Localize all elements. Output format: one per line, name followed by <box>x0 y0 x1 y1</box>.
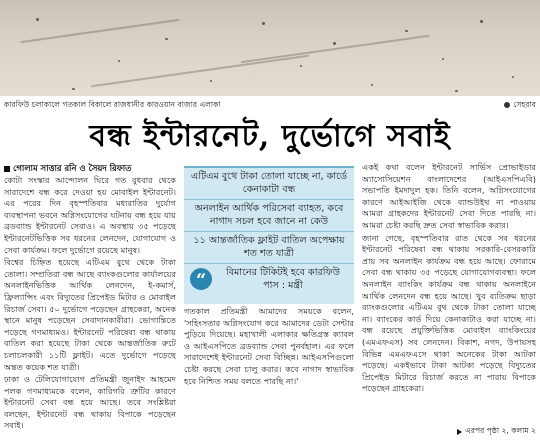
highlights-box <box>184 166 354 304</box>
photo-caption: কারফিউ চলাকালে গতকাল বিকালে রাজধানীর কারওয়ান বাজার এলাকা <box>4 99 221 109</box>
news-photo <box>0 0 540 96</box>
continued-link[interactable] <box>457 425 536 438</box>
photo-credit <box>504 99 536 112</box>
byline-marker-icon <box>4 166 10 172</box>
byline-text: গোলাম সাত্তার রনি ও সৈয়দ রিফাত <box>13 163 132 173</box>
byline <box>4 162 131 176</box>
article-column-left <box>4 175 176 439</box>
paragraph: কোটা সংস্কার আন্দোলন ঘিরে গত বুধবার থেকে সারাদেশে বন্ধ করে দেওয়া হয় মোবাইল ইন্টারনেট। এর পরের দিন বৃহস্পতিবার মধ্যরাতির দুর্যোগ ব্যবস্থাপনা ভবনে অগ্নিসংযোগের ঘটনায় বন্ধ হয়ে যায় ব্রডব্যান্ড ইন্টারনেট সেবাও। এ অবস্থায় ৩৫ পড়েছে ইন্টারনেটভিত্তিক সব ধরনের লেনদেন, যোগাযোগ ও সেবা কার্যক্রম। ফলে দুর্ভোগে রয়েছে মানুষ। <box>4 175 176 255</box>
camera-icon <box>504 102 510 108</box>
photo-credit-name: সেহরাব <box>513 99 536 109</box>
highlight-item: এটিএম বুথে টাকা তোলা যাচ্ছে না, কার্ডে কেনাকাটা বন্ধ <box>184 168 354 200</box>
headline: বন্ধ ইন্টারনেট, দুর্ভোগে সবাই <box>89 119 451 154</box>
paragraph: বিশ্বের চিহ্নিত হয়েছে এটিএম বুথে থেকে টাকা তোলা। সম্প্রতিরা বন্ধ আছে ব্যাংকগুলোর কার্যালয়ের অনলাইনভিত্তিক আর্থিক লেনদেন, ই-কমার্স, ফ্রিল্যান্সিং এবং বিদ্যুতের প্রিপেইড মিটার ও মোবাইল রিচার্জ সেবা। ৫০ দুর্ভোগে পড়েছেন গ্রাহকেরা, অনেক স্থানে মানুষ পড়েছেন সেবাদানকারীরা। ভোগান্তিতে পড়েছে গণমাধ্যমও। ইন্টারনেট পরিষেবা বন্ধ থাকায় বাতিল করা হয়েছে টাকা থেকে আন্তর্জাতিক রুটে চলাচলকারী ১১টি ফ্লাইট। এতে দুর্ভোগে পড়েছে অন্তত কয়েক শত যাত্রী। <box>4 257 176 372</box>
paragraph: একই কথা বলেন ইন্টারনেট সার্ভিস প্রোভাইডার অ্যাসোসিয়েশন বাংলাদেশের (আইএসপিএবি) সভাপতি ইমদাদুল হক। তিনি বলেন, অগ্নিসংযোগের কারণে আইআইজি থেকে ব্যান্ডউইথ না পাওয়ায় আমরা গ্রাহকদের ইন্টারনেট সেবা দিতে পারছি না। আমরা চেষ্টা করছি দ্রুত সেবা স্বাভাবিক করার। <box>362 162 536 230</box>
highlight-item: ১১ আন্তর্জাতিক ফ্লাইট বাতিল অপেক্ষায় শত শত যাত্রী <box>184 232 354 264</box>
paragraph: ঢাকা ও টেলিযোগাযোগ প্রতিমন্ত্রী জুনাইদ আহমেদ পলক গণমাধ্যমকে বলেন, কারিগরি ত্রুটির কারণে ইন্টারনেট সেবা বন্ধ হয়ে আছে। তবে সংশ্লিষ্টরা বলছেন, ইন্টারনেট বন্ধ থাকায় বিপাকে পড়েছেন সবাই। <box>4 374 176 431</box>
paragraph: গতকাল প্রতিমন্ত্রী আমাদের সময়কে বলেন, 'সহিংসতার অগ্নিসংযোগ করে আমাদের ডেটা সেন্টার পুড়িয়ে দিয়েছে। মহাখালী এলাকার ক্ষতিগ্রস্ত ক্যাবল ও আইএসপিতে ব্রডব্যান্ড সেবা পুনর্বহাল। এর ফলে সারাদেশেই ইন্টারনেট সেবা বিচ্ছিন্ন। আইএসপিগুলো চেষ্টা করছে সেবা চালু করার। কবে নাগাদ স্বাভাবিক হবে নিশ্চিত সময় বলতে পারছি না।' <box>184 306 354 386</box>
photo-caption-row <box>4 98 536 112</box>
article-column-middle <box>184 306 354 436</box>
article-column-right <box>362 162 536 439</box>
quote-icon: “ <box>190 268 212 290</box>
highlight-item: অনলাইন আর্থিক পরিসেবা ব্যাহত, কবে নাগাদ সচল হবে জানে না কেউ <box>184 200 354 232</box>
highlight-quote <box>184 264 354 295</box>
continued-text: এরপর পৃষ্ঠা ২, কলাম ২ <box>465 426 536 435</box>
paragraph: জানা গেছে, বৃহস্পতিবার রাত থেকে সব ধরনের ইন্টারনেট পরিষেবা বন্ধ থাকায় সরকারি-বেসরকারি প্রায় সব অনলাইন কার্যক্রম বন্ধ হয়ে আছে। ফোরামে সেবা বন্ধ থাকায় ৩৫ পড়েছে যোগাযোগব্যবস্থা। ফলে অনলাইন ব্যাংকিং কার্যক্রম বন্ধ থাকায় অনলাইনে আর্থিক লেনদেন বন্ধ হয়ে আছে। খুব ব্যতিক্রম ছাড়া ব্যাংকগুলোর এটিএম বুথ থেকে টাকা তোলা যাচ্ছে না। ব্যাংকের কার্ড দিয়ে কেনাকাটাও করা যাচ্ছে না। বন্ধ রয়েছে প্রযুক্তিভিত্তিক মোবাইল ব্যাংকিংয়ের (এমএফএস) সব লেনদেন। বিকাশ, নগদ, উপায়সহ বিভিন্ন এমএফএসে থাকা অনেকের টাকা আটকা পড়েছে। একইভাবে টাকা আটকা পড়েছে বিদ্যুতের প্রিপেইড মিটারে রিচার্জ করতে না পারায় বিপাকে পড়েছেন গ্রাহকেরা। <box>362 232 536 394</box>
arrow-right-icon <box>457 429 462 435</box>
highlight-quote-text: বিমানের টিকিটই হবে কারফিউ পাস : মন্ত্রী <box>225 267 341 291</box>
